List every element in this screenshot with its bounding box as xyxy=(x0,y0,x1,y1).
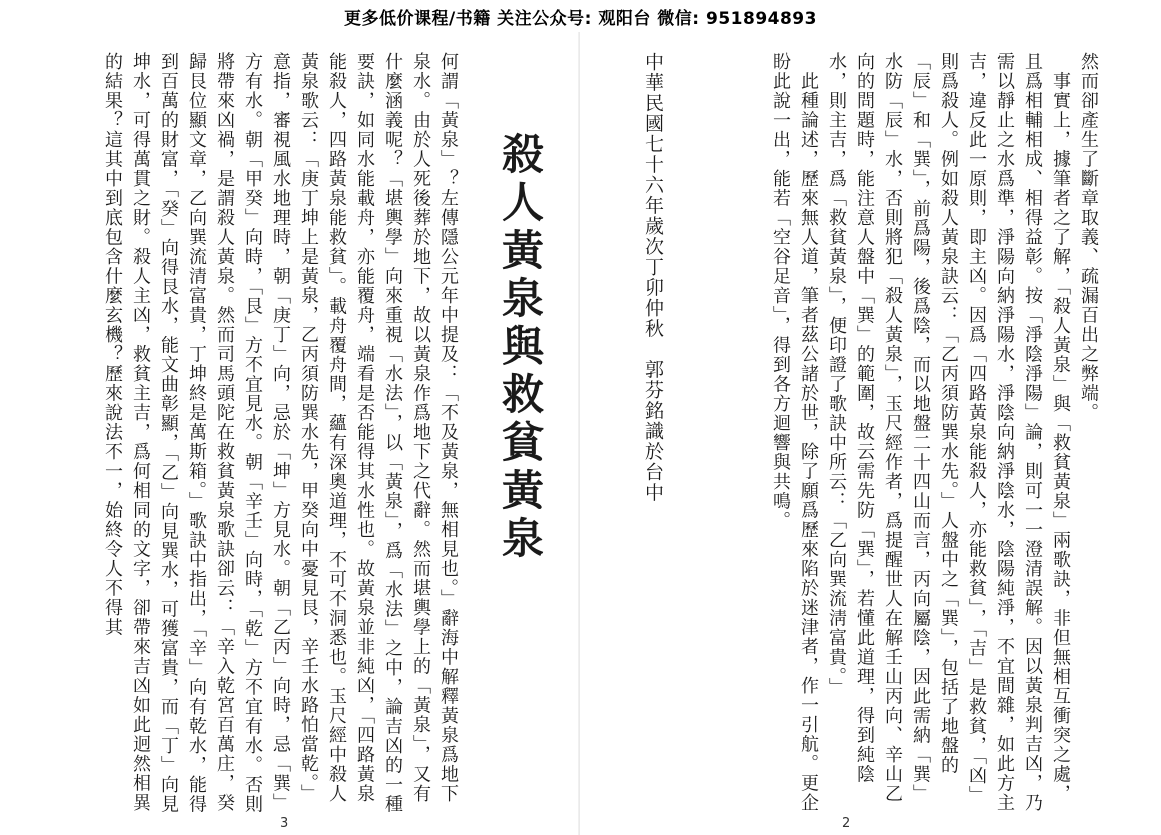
left-page xyxy=(0,32,580,835)
left-page-number: 3 xyxy=(280,816,289,831)
book-spread xyxy=(0,32,1161,835)
right-page-body-text: 然而卻產生了斷章取義、疏漏百出之弊端。 事實上，據筆者之了解，「殺人黃泉」與「救貧黃泉」兩歌訣，非但無相互衝突之處，且爲相輔相成、相得益彰。按「淨陰淨陽」論，則可一一澄清誤解。因以黃泉判吉凶，乃需以靜止之水爲準，淨陽向納淨陽水，淨陰向納淨陰水，陰陽純淨，不宜間雜，如此方主吉，違反此一原則，即主凶。因爲「四路黃泉能殺人，亦能救貧」，「吉」是救貧，「凶」則爲殺人。例如殺人黃泉訣云：「乙丙須防巽水先。」人盤中之「巽」，包括了地盤的「辰」和「巽」，前爲陽，後爲陰，而以地盤二十四山而言，丙向屬陰，因此需納「巽」水防「辰」水，否則將犯「殺人黃泉」，玉尺經作者，爲提醒世人在解壬山丙向、辛山乙向的問題時，能注意人盤中「巽」的範圍，故云需先防「巽」，若懂此道理，得到純陰水，則主吉，爲「救貧黃泉」，便印證了歌訣中所云：「乙向巽流淸富貴。」 此種論述，歷來無人道，筆者茲公諸於世，除了願爲歷來陷於迷津者，作一引航。更企盼此說一出，能若「空谷足音」，得到各方迴響與共鳴。 xyxy=(770,52,1099,813)
watermark-banner: 更多低价课程/书籍 关注公众号: 观阳台 微信: 951894893 xyxy=(344,9,817,29)
right-page xyxy=(580,32,1161,835)
preface-signature: 中華民國七十六年歲次丁卯仲秋 郭芬銘識於台中 xyxy=(642,52,664,503)
right-page-number: 2 xyxy=(842,816,851,831)
left-page-body-text: 何謂「黃泉」？左傳隱公元年中提及：「不及黃泉，無相見也。」辭海中解釋黃泉爲地下泉水。由於人死後葬於地下，故以黃泉作爲地下之代辭。然而堪輿學上的「黃泉」，又有什麼涵義呢？「堪輿學」向來重視「水法」，以「黃泉」，爲「水法」之中，論吉凶的一種要訣，如同水能載舟，亦能覆舟，端看是否能得其水性也。故黃泉並非純凶，「四路黃泉能殺人，四路黃泉能救貧」。載舟覆舟間，蘊有深奧道理，不可不洞悉也。玉尺經中殺人黃泉歌云：「庚丁坤上是黃泉，乙丙須防巽水先，甲癸向中憂見艮，辛壬水路怕當乾。」意指，審視風水地理時，朝「庚丁」向，忌於「坤」方見水。朝「乙丙」向時，忌「巽」方有水。朝「甲癸」向時，「艮」方不宜見水。朝「辛壬」向時，「乾」方不宜有水。否則將帶來凶禍，是謂殺人黃泉。然而司馬頭陀在救貧黃泉歌訣卻云：「辛入乾宮百萬庄，癸歸艮位顯文章，乙向巽流清富貴，丁坤終是萬斯箱。」歌訣中指出，「辛」向有乾水，能得到百萬的財富，「癸」向得艮水，能文曲彰顯，「乙」向見巽水，可獲富貴，而「丁」向見坤水，可得萬貫之財。殺人主凶，救貧主吉，爲何相同的文字，卻帶來吉凶如此迥然相異的結果？這其中到底包含什麼玄機？歷來說法不一，始終令人不得其 xyxy=(102,52,459,814)
chapter-title: 殺人黃泉與救貧黃泉 xyxy=(496,132,545,564)
